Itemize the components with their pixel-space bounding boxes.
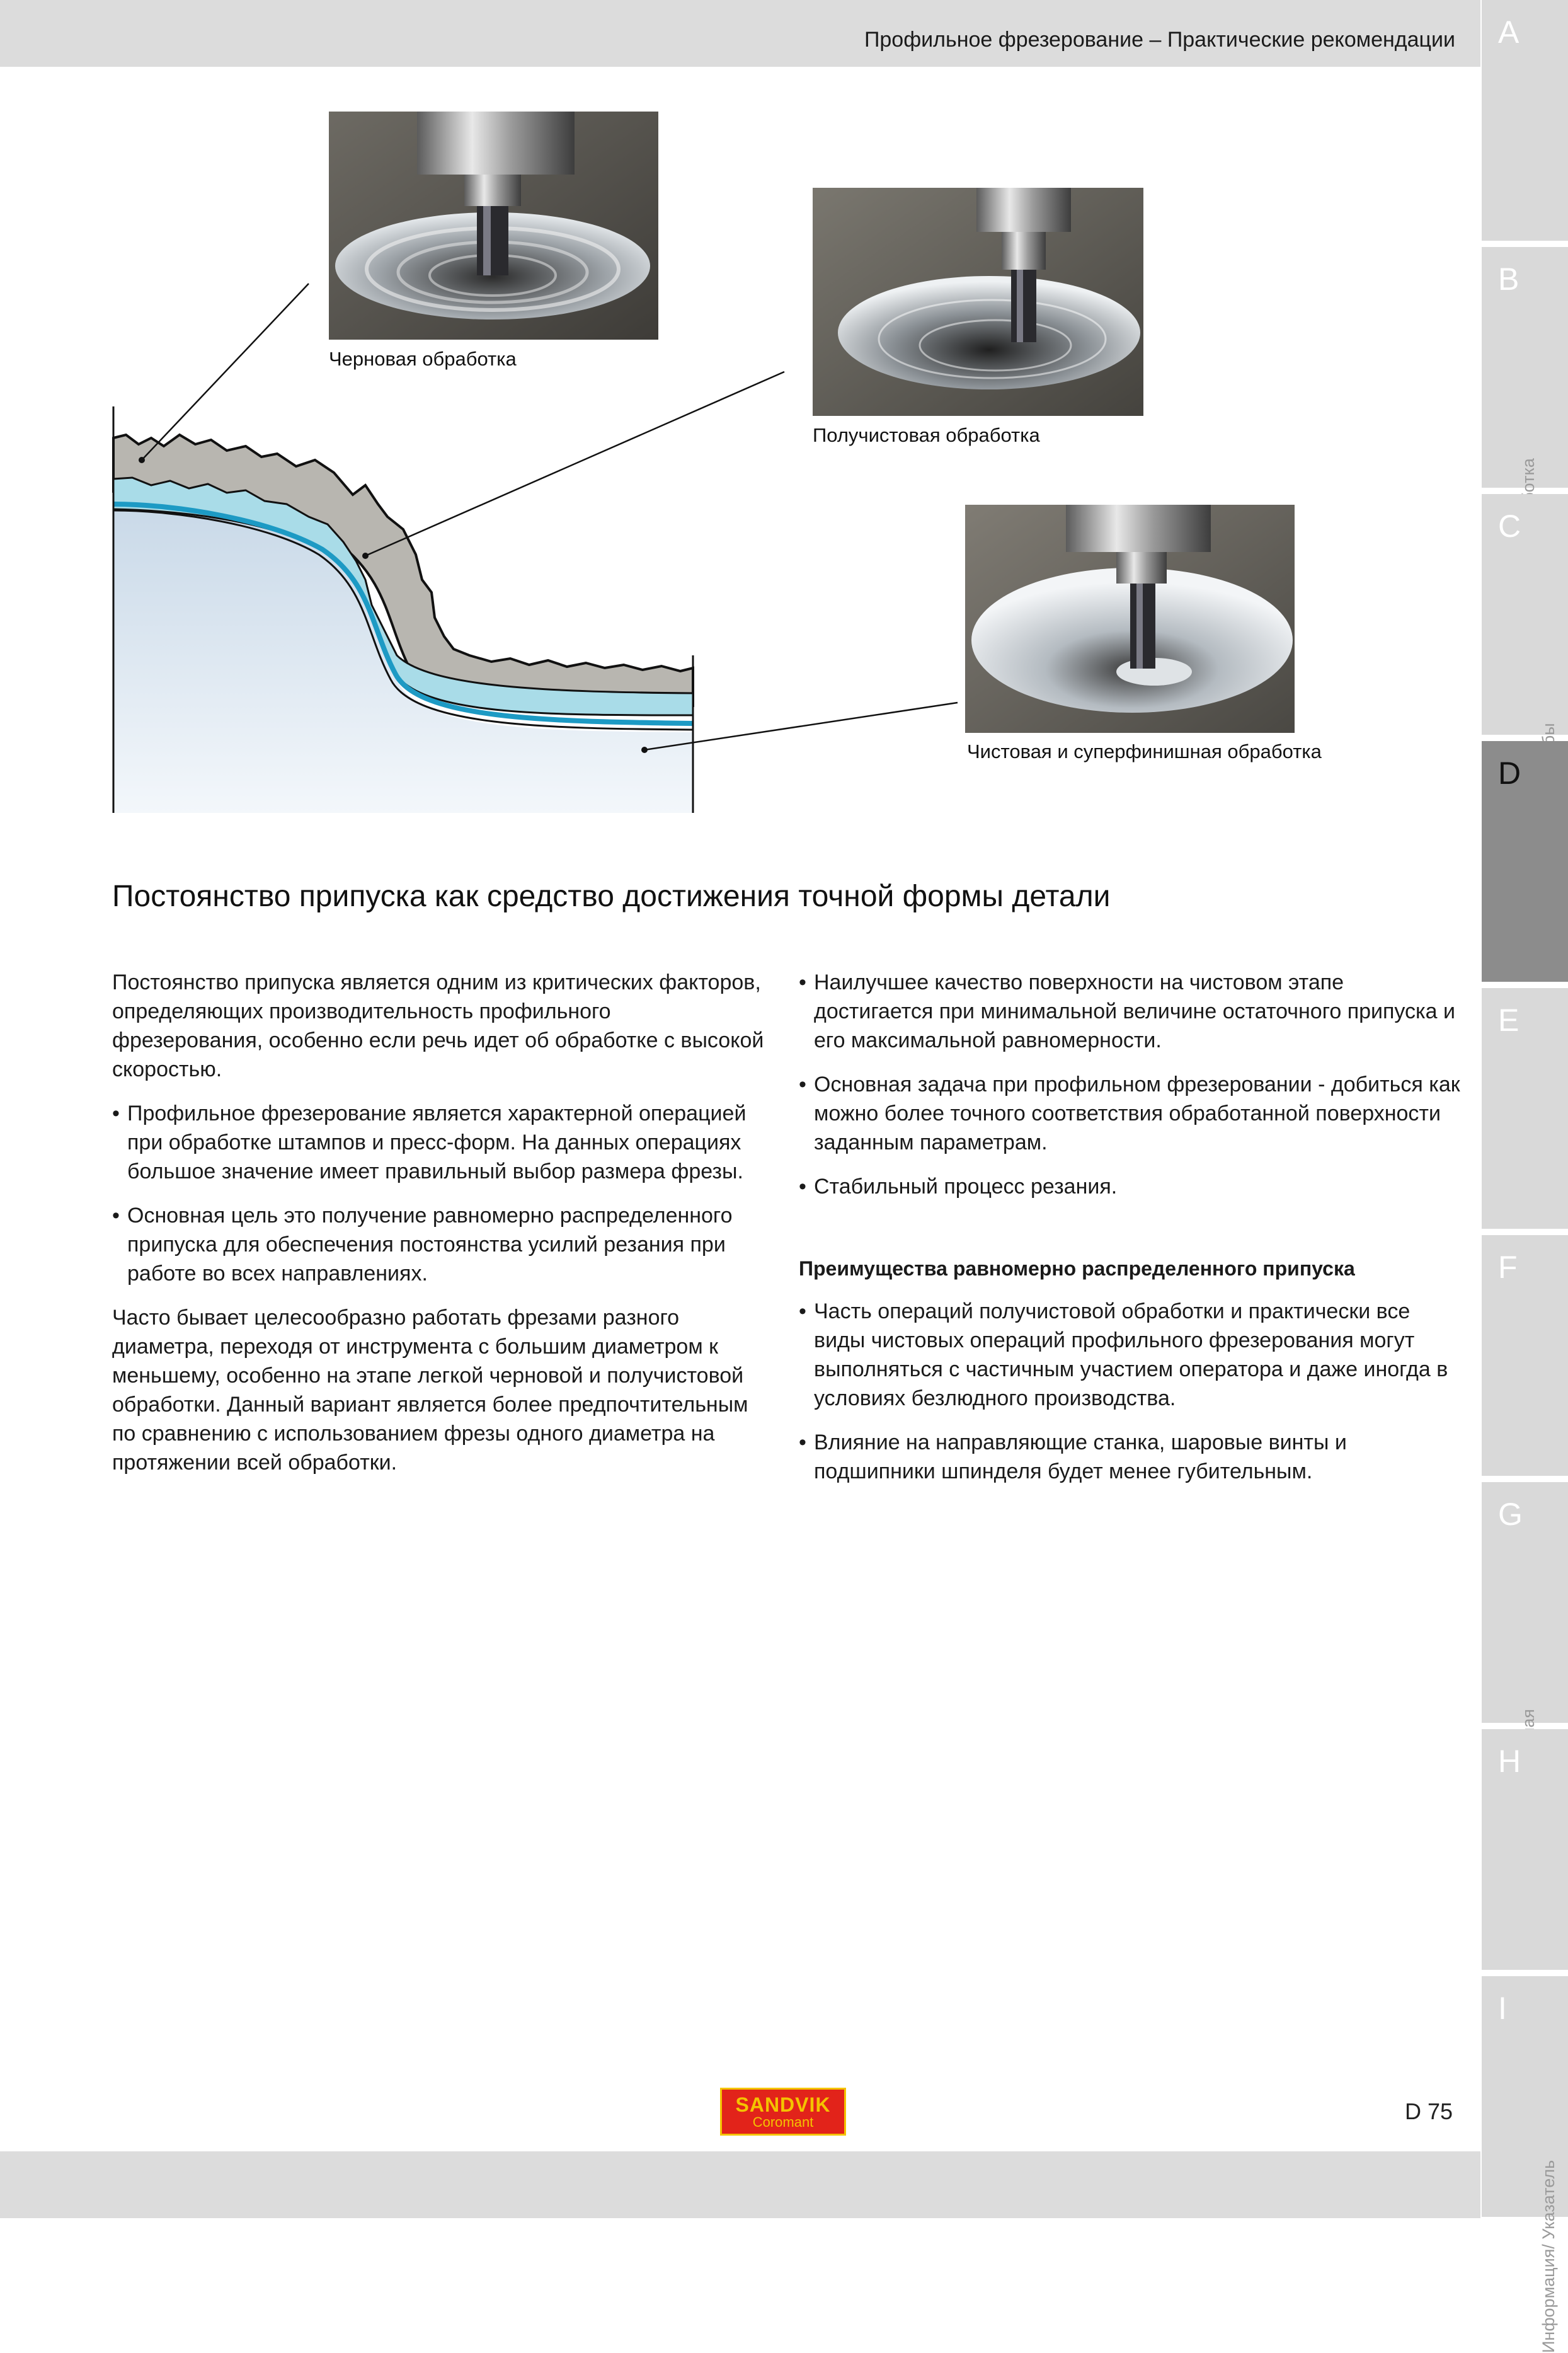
list-item-text: Стабильный процесс резания. (814, 1175, 1118, 1199)
bullet-marker: • (799, 970, 806, 994)
sandvik-logo (720, 2088, 846, 2136)
tab-letter: B (1498, 262, 1519, 297)
stock-allowance-diagram (101, 101, 995, 819)
finishing-caption: Чистовая и суперфинишная обработка (967, 740, 1322, 762)
roughing-caption: Черновая обработка (329, 348, 517, 370)
bullet-marker: • (799, 1299, 806, 1323)
intro-paragraph: Постоянство припуска является одним из критических факторов, определяющих производительность профильного фрезерования, особенно если речь идет об обработке с высокой скоростью. (112, 970, 764, 1081)
tab-letter: D (1498, 756, 1521, 791)
section-title: Постоянство припуска как средство достижения точной формы детали (112, 880, 1111, 913)
list-item-text: Влияние на направляющие станка, шаровые винты и подшипники шпинделя будет менее губительным. (814, 1430, 1347, 1483)
list-item (799, 968, 1467, 1055)
header-title: Профильное фрезерование – Практические рекомендации (864, 28, 1455, 52)
tab-c[interactable] (1482, 494, 1568, 735)
list-item-text: Часть операций получистовой обработки и практически все виды чистовых операций профильного фрезерования могут выполняться с частичным участием оператора и даже иногда в условиях безлюдного производства. (814, 1299, 1448, 1410)
list-item (799, 1172, 1467, 1201)
leader-semi (365, 372, 784, 556)
tab-label: Информация/ Указатель (1539, 2160, 1558, 2353)
tab-b[interactable] (1482, 247, 1568, 488)
list-item-text: Основная задача при профильном фрезеровании - добиться как можно более точного соответствия обработанной поверхности заданным параметрам. (814, 1073, 1460, 1154)
tab-a[interactable] (1482, 0, 1568, 241)
bullet-marker: • (112, 1204, 120, 1228)
bullet-marker: • (799, 1430, 806, 1454)
tab-e[interactable] (1482, 988, 1568, 1229)
list-item-text: Основная цель это получение равномерно распределенного припуска для обеспечения постоянства усилий резания при работе во всех направлениях. (127, 1204, 733, 1286)
outro-paragraph: Часто бывает целесообразно работать фрезами разного диаметра, переходя от инструмента с большим диаметром к меньшему, особенно на этапе легкой черновой и получистовой обработки. Данный вариант является более предпочтительным по сравнению с использованием фрезы одного диаметра на протяжении всей обработки. (112, 1306, 748, 1475)
tab-letter: H (1498, 1744, 1521, 1779)
tab-letter: A (1498, 14, 1519, 50)
list-item (112, 1201, 767, 1288)
logo-subtitle: Coromant (752, 2114, 814, 2130)
bullet-marker: • (799, 1175, 806, 1199)
right-column (799, 968, 1467, 1501)
bullet-marker: • (112, 1102, 120, 1125)
list-item-text: Наилучшее качество поверхности на чистовом этапе достигается при минимальной величине остаточного припуска и его максимальной равномерности. (814, 970, 1456, 1052)
list-item (112, 1099, 767, 1186)
page-number: D 75 (1405, 2098, 1453, 2124)
semi-finishing-caption: Получистовая обработка (813, 424, 1040, 446)
list-item (799, 1297, 1467, 1413)
footer-bar (0, 2151, 1480, 2218)
logo-wordmark: SANDVIK (735, 2093, 831, 2116)
list-item-text: Профильное фрезерование является характерной операцией при обработке штампов и пресс-форм. На данных операциях большое значение имеет правильный выбор размера фрезы. (127, 1102, 747, 1183)
tab-h[interactable] (1482, 1729, 1568, 1970)
sidebar-tabs (1482, 0, 1568, 2353)
header-bar (0, 0, 1480, 67)
advantages-heading: Преимущества равномерно распределенного припуска (799, 1257, 1355, 1280)
list-item (799, 1070, 1467, 1157)
tab-letter: I (1498, 1991, 1507, 2026)
tab-letter: F (1498, 1250, 1518, 1285)
tab-letter: E (1498, 1003, 1519, 1038)
bullet-marker: • (799, 1073, 806, 1096)
left-column (112, 968, 767, 1492)
finishing-photo-image (965, 505, 1295, 733)
tab-letter: G (1498, 1497, 1523, 1532)
tab-i[interactable] (1482, 1976, 1568, 2353)
tab-letter: C (1498, 509, 1521, 544)
finishing-photo (965, 505, 1295, 733)
tab-d[interactable] (1482, 741, 1568, 982)
tab-f[interactable] (1482, 1235, 1568, 1476)
tab-g[interactable] (1482, 1482, 1568, 1723)
list-item (799, 1428, 1467, 1486)
leader-roughing (142, 284, 309, 460)
